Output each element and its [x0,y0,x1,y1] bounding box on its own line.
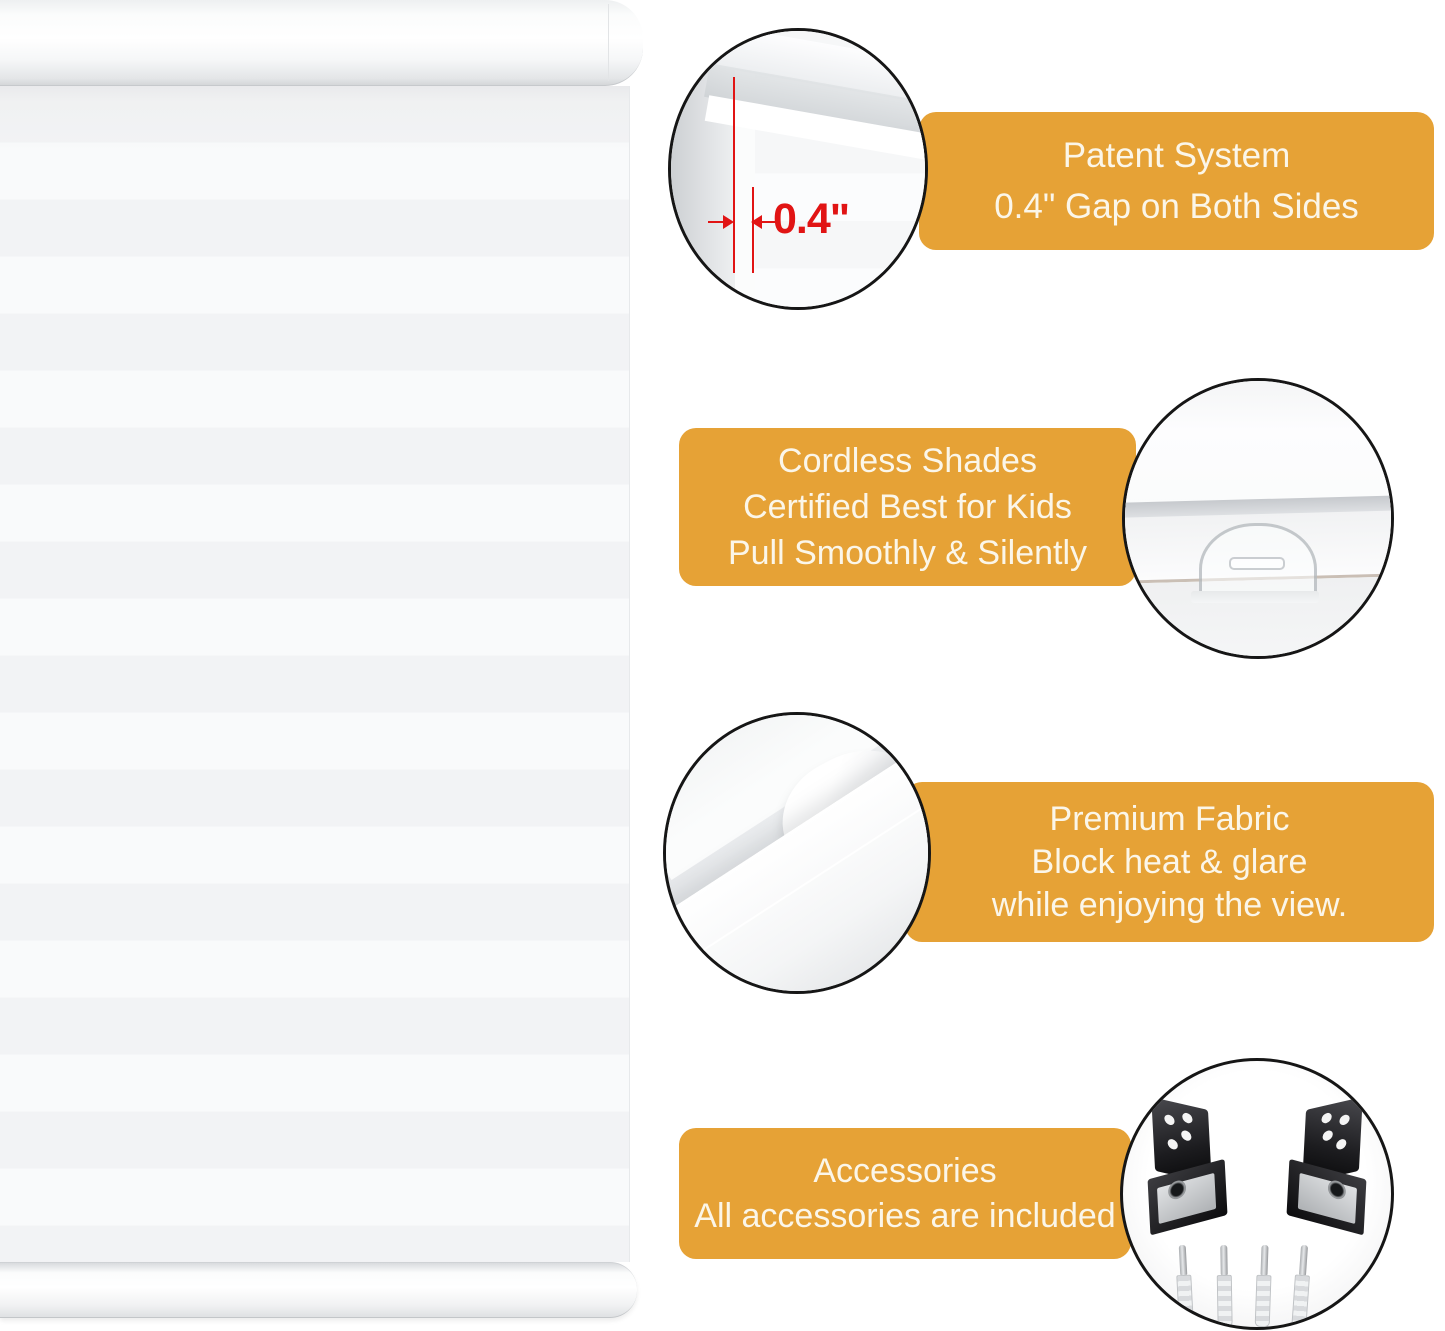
shade-headrail [0,0,643,86]
shade-fabric [0,86,630,1262]
feature-banner-cordless-shades [679,428,1136,586]
banner-line: All accessories are included [694,1196,1116,1235]
wall-anchor-photo [1173,1245,1196,1330]
banner-line: Pull Smoothly & Silently [727,534,1088,572]
feature-banner-accessories [679,1128,1131,1259]
wall-anchor-photo [1289,1244,1313,1330]
anchor-pin [1260,1245,1268,1275]
pull-handle-slot-photo [1229,557,1285,570]
shade-bottom-rail [0,1262,637,1318]
banner-line: Patent System [1062,136,1291,175]
bracket-hole [1182,1112,1193,1124]
detail-circle-accessories [1120,1058,1394,1330]
anchor-pin [1298,1245,1307,1275]
anchor-pin [1220,1245,1228,1275]
bracket-hole [1181,1129,1192,1141]
banner-line: Premium Fabric [1049,799,1290,838]
arrow-right-icon [723,215,734,229]
bracket-hole [1321,1112,1332,1124]
mounting-bracket-photo [1278,1101,1371,1235]
detail-circle-gap-measurement [668,28,928,310]
bracket-hole [1336,1138,1347,1150]
bracket-hole [1322,1129,1333,1141]
anchor-body [1291,1275,1310,1328]
bracket-hole [1167,1138,1178,1150]
bracket-hole [1339,1114,1350,1126]
measurement-line [752,187,754,273]
mounting-bracket-photo [1144,1101,1237,1235]
banner-line: while enjoying the view. [991,885,1348,924]
wall-anchor-photo [1252,1245,1273,1330]
detail-circle-pull-handle [1122,378,1394,659]
banner-line: 0.4" Gap on Both Sides [994,187,1359,226]
anchor-body [1254,1275,1271,1327]
measurement-line [733,77,735,273]
anchor-pin [1178,1245,1187,1275]
feature-banner-patent-system [919,112,1434,250]
banner-line: Cordless Shades [778,442,1037,480]
anchor-body [1216,1275,1232,1327]
bracket-clip [1298,1173,1357,1224]
banner-line: Certified Best for Kids [743,488,1072,526]
bracket-hole [1164,1114,1175,1126]
banner-line: Accessories [813,1151,997,1190]
gap-measurement-label: 0.4" [773,195,850,243]
pull-handle-base-photo [1191,591,1319,603]
anchor-body [1176,1275,1194,1328]
wall-anchor-photo [1214,1245,1234,1330]
banner-line: Block heat & glare [1031,842,1308,881]
detail-circle-fabric [663,712,931,994]
bracket-clip [1157,1173,1216,1224]
arrow-left-icon [751,215,762,229]
arrow-right-icon [708,221,724,223]
feature-banner-premium-fabric [905,782,1434,942]
